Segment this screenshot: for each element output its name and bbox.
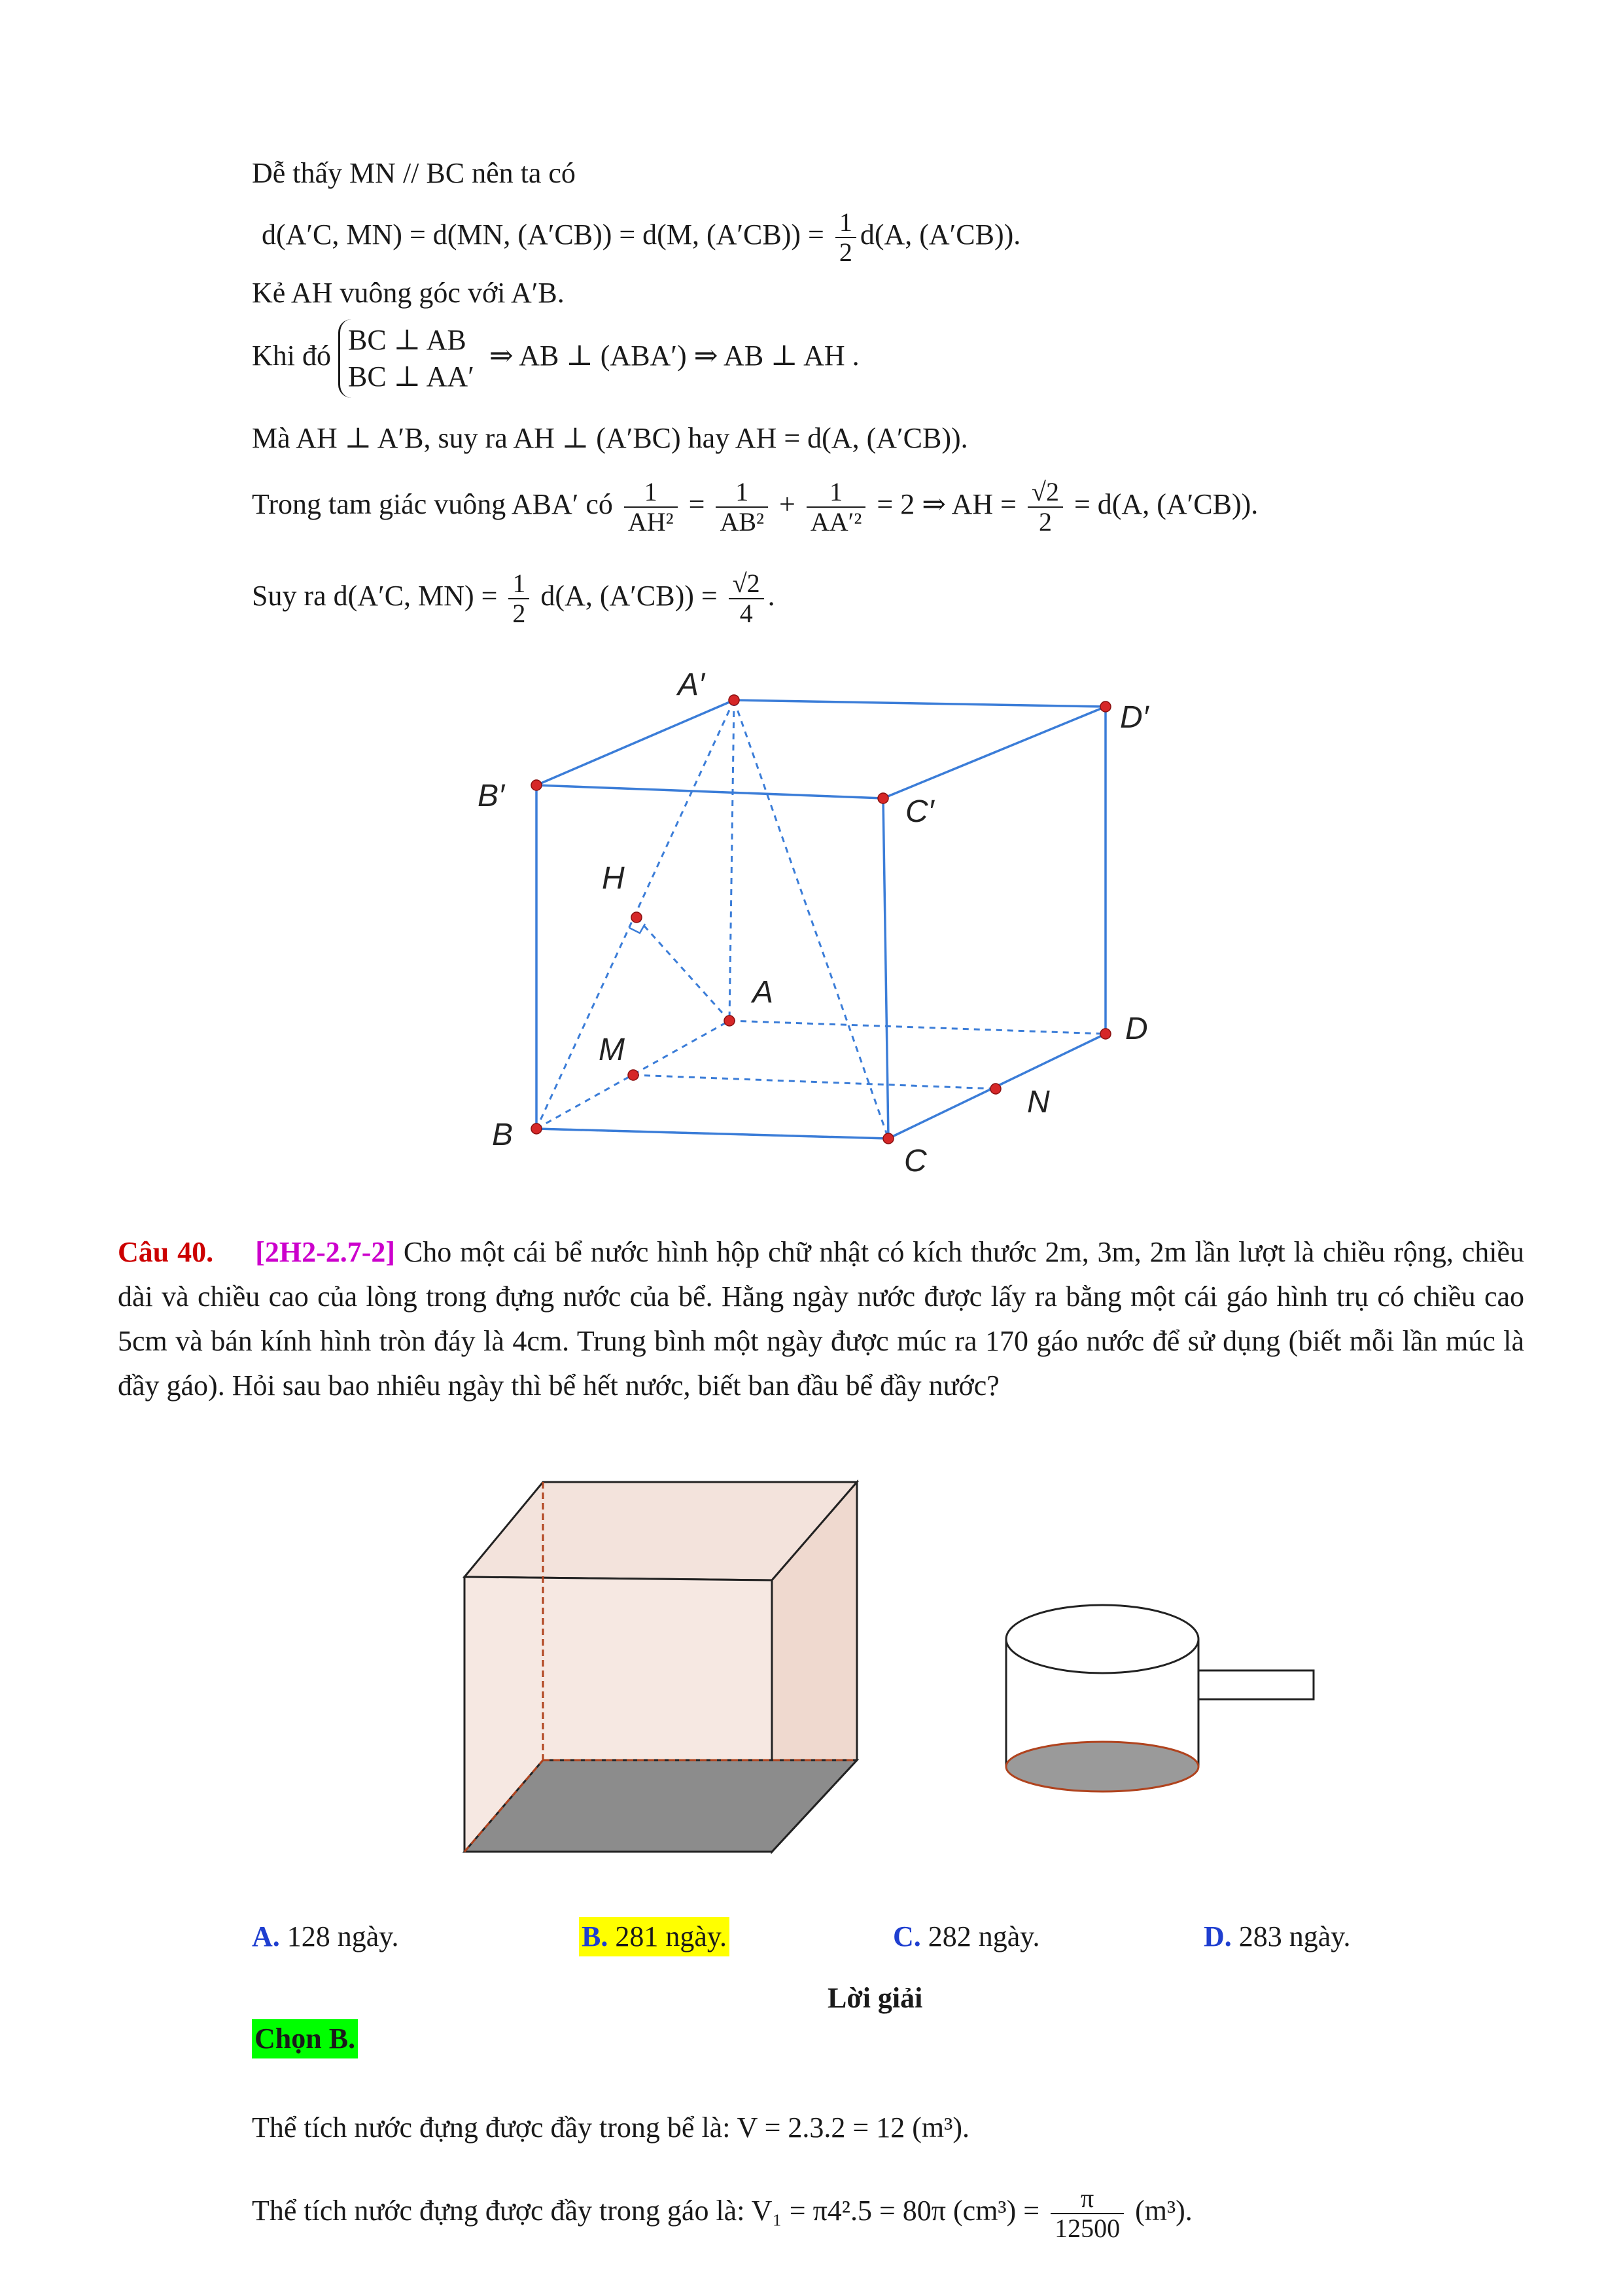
point-d [1100, 1029, 1111, 1039]
edge-aprime-c-dashed [734, 700, 888, 1139]
label-aprime: A′ [678, 667, 705, 702]
point-c [883, 1133, 894, 1144]
edge-h-a-dashed [637, 917, 729, 1021]
sol-line-3: Kẻ AH vuông góc với A′B. [252, 277, 565, 309]
solution-heading: Lời giải [828, 1982, 923, 2014]
point-h [631, 912, 642, 923]
option-c[interactable] [893, 1917, 1039, 1956]
sol-line-4 [252, 319, 860, 398]
sol-line-7-mid: d(A, (A′CB)) = [540, 580, 718, 612]
label-m: M [599, 1033, 625, 1067]
frac-sqrt2-4: $\frac{√2}{4}$ [729, 569, 764, 628]
label-h: H [602, 861, 625, 896]
frac-1-ah2: $\frac{1}{\text{AH²}}$ [624, 478, 678, 537]
cube-figure [458, 654, 1178, 1191]
sol-line-6: Trong tam giác vuông ABA′ có $\frac{1}{\text{AH²}}$ = $\frac{1}{\text{AB²}}$ + $\frac{1}{\text{AA′²}}$ = 2 ⇒ AH = $\frac{√2}{2}$ = d(A, (A′CB)). [252, 477, 1259, 537]
question-code: [2H2-2.7-2] [255, 1236, 396, 1268]
label-c: C [904, 1144, 927, 1178]
label-d: D [1125, 1012, 1148, 1046]
ladle-rim [1006, 1605, 1198, 1673]
option-b[interactable] [579, 1917, 729, 1956]
frac-1-ab2: $\frac{1}{\text{AB²}}$ [716, 478, 768, 537]
option-d-letter: D. [1204, 1920, 1232, 1952]
system-eq-2: BC ⊥ AA′ [348, 361, 474, 393]
option-c-text: 282 ngày. [928, 1920, 1040, 1952]
sol-line-2 [262, 208, 1021, 267]
option-d-text: 283 ngày. [1238, 1920, 1351, 1952]
option-a-text: 128 ngày. [287, 1920, 399, 1952]
sol-line-7-lead: Suy ra d(A′C, MN) = [252, 580, 498, 612]
point-m [628, 1070, 638, 1080]
frac-sqrt2-2: $\frac{√2}{2}$ [1028, 478, 1063, 537]
tank-ladle-figure [451, 1466, 1328, 1865]
frac-half: $\frac{1}{2}$ [835, 208, 856, 267]
solution-choice: Chọn B. [252, 2019, 358, 2058]
question-40 [118, 1230, 1524, 1408]
sol-line-2-tail: d(A, (A′CB)). [860, 219, 1021, 251]
question-label: Câu 40. [118, 1236, 214, 1268]
sol-line-4-tail: ⇒ AB ⊥ (ABA′) ⇒ AB ⊥ AH . [489, 340, 860, 372]
question-text: Cho một cái bể nước hình hộp chữ nhật có kích thước 2m, 3m, 2m lần lượt là chiều rộng, chiều dài và chiều cao của lòng trong đựng nước của bể. Hằng ngày nước được lấy ra bằng một cái gáo hình trụ có chiều cao 5cm và bán kính hình tròn đáy là 4cm. Trung bình một ngày được múc ra 170 gáo nước để sử dụng (biết mỗi lần múc là đầy gáo). Hỏi sau bao nhiêu ngày thì bể hết nước, biết ban đầu bể đầy nước? [118, 1236, 1525, 1402]
edge-aprime-a-dashed [729, 700, 734, 1021]
edge-cprime-c [883, 798, 888, 1139]
sol-line-5: Mà AH ⊥ A′B, suy ra AH ⊥ (A′BC) hay AH = d(A, (A′CB)). [252, 422, 968, 454]
edge-bprime-aprime [536, 700, 734, 785]
frac-half-2: $\frac{1}{2}$ [508, 569, 529, 628]
solution-step-2-tail: (m³). [1135, 2195, 1193, 2227]
solution-step-2-lead: Thể tích nước đựng được đầy trong gáo là: V₁ = π4².5 = 80π (cm³) = [252, 2195, 1040, 2227]
point-cprime [878, 793, 888, 804]
point-aprime [729, 695, 739, 705]
sol-line-7-tail: . [767, 580, 775, 612]
sol-line-1: Dễ thấy MN // BC nên ta có [252, 157, 576, 189]
label-dprime: D′ [1120, 700, 1149, 735]
frac-pi-12500: $\frac{\pi}{12500}$ [1051, 2184, 1124, 2243]
point-b [531, 1123, 542, 1134]
option-a[interactable] [252, 1917, 398, 1956]
ladle-handle [1198, 1670, 1314, 1699]
system-eq-1: BC ⊥ AB [348, 324, 466, 356]
edge-bprime-cprime [536, 785, 883, 798]
sol-line-6-lead: Trong tam giác vuông ABA′ có [252, 488, 613, 521]
ladle-bottom [1006, 1742, 1198, 1792]
sol-line-6-tail: = d(A, (A′CB)). [1073, 488, 1259, 521]
label-cprime: C′ [905, 794, 934, 829]
edge-aprime-dprime [734, 700, 1106, 707]
solution-step-2 [252, 2184, 1193, 2243]
option-b-text: 281 ngày. [615, 1920, 727, 1952]
sol-line-7 [252, 569, 775, 628]
point-bprime [531, 780, 542, 790]
label-a: A [752, 975, 774, 1010]
sol-line-2-text: d(A′C, MN) = d(MN, (A′CB)) = d(M, (A′CB)) = [262, 219, 831, 251]
right-angle-mark [629, 924, 645, 933]
solution-step-1: Thể tích nước đựng được đầy trong bể là: V = 2.3.2 = 12 (m³). [252, 2111, 969, 2144]
label-bprime: B′ [478, 779, 505, 813]
edge-b-c [536, 1129, 888, 1139]
sol-line-4-lead: Khi đó [252, 340, 331, 372]
sol-line-6-mid: = 2 ⇒ AH = [877, 488, 1017, 521]
option-a-letter: A. [252, 1920, 280, 1952]
option-c-letter: C. [893, 1920, 921, 1952]
point-dprime [1100, 701, 1111, 712]
point-n [990, 1084, 1001, 1094]
option-d[interactable] [1204, 1917, 1350, 1956]
label-n: N [1027, 1085, 1050, 1120]
frac-1-aa2: $\frac{1}{\text{AA′²}}$ [807, 478, 866, 537]
edge-m-n-dashed [633, 1075, 996, 1089]
system-brace [338, 319, 482, 398]
point-a [724, 1016, 735, 1026]
option-b-letter: B. [582, 1920, 608, 1952]
label-b: B [492, 1118, 514, 1152]
edge-cprime-dprime [883, 707, 1106, 798]
edge-a-d-dashed [729, 1021, 1106, 1034]
